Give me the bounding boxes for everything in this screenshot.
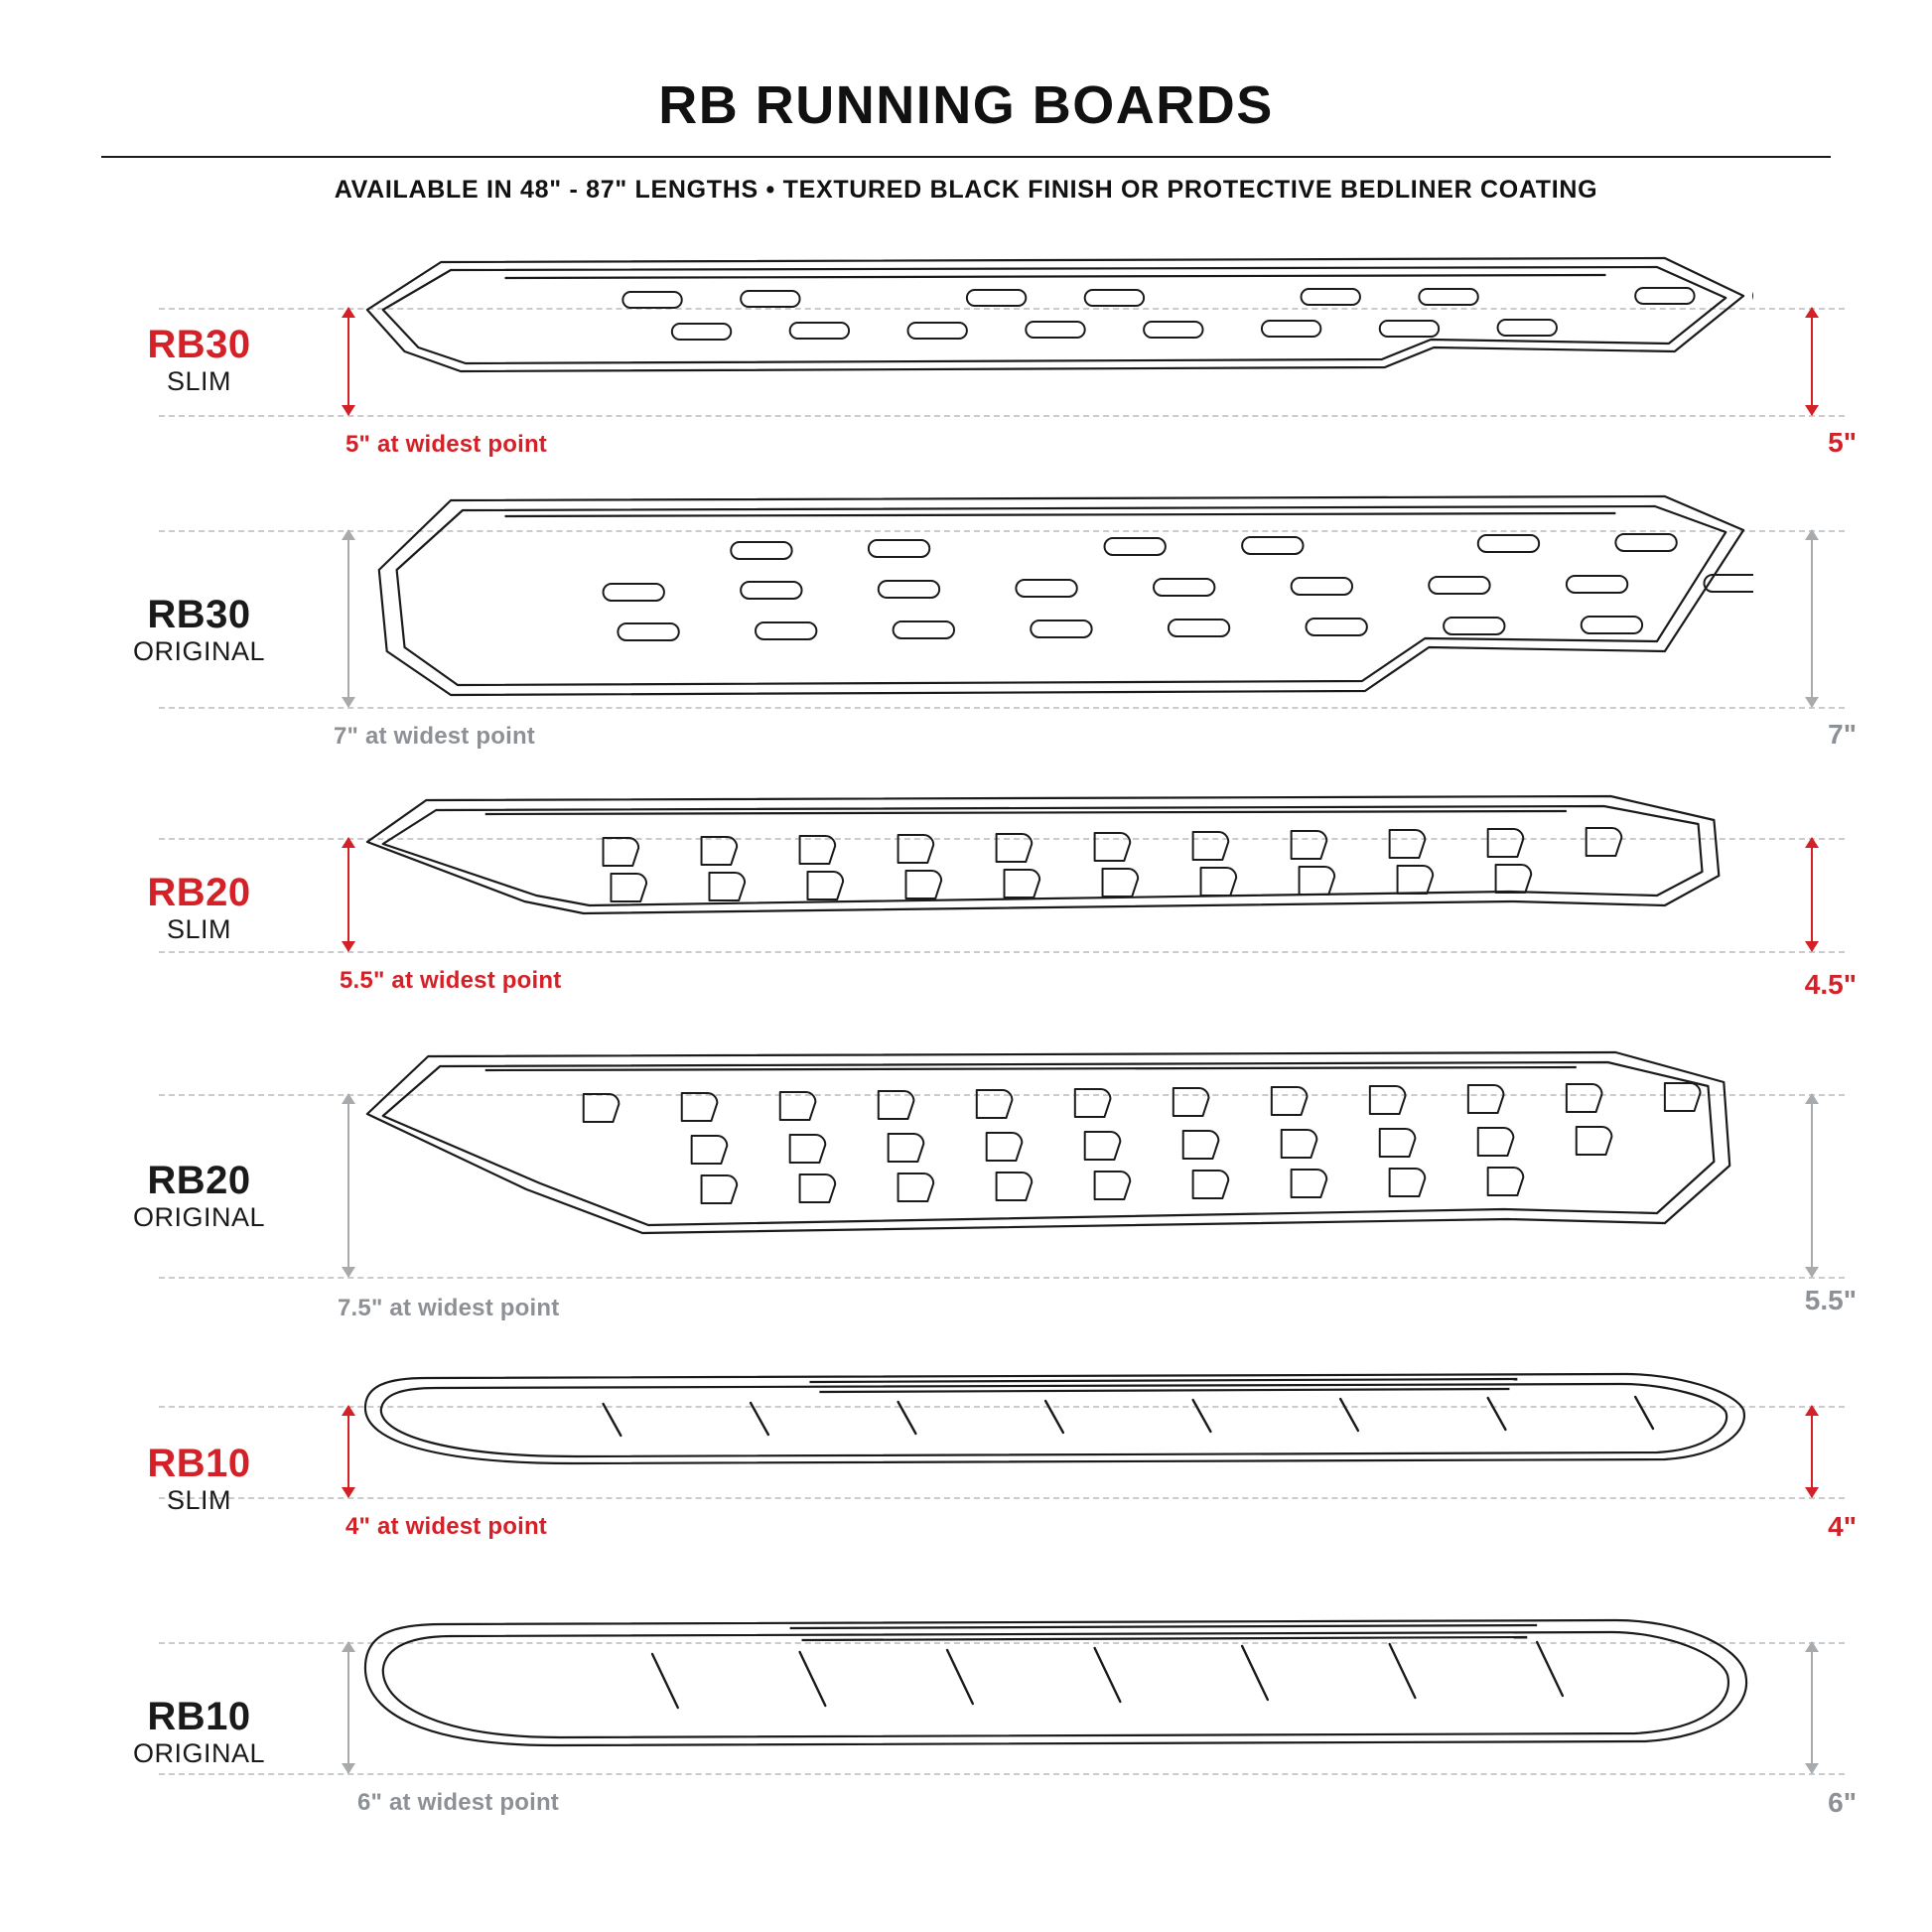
width-caption: 7.5" at widest point bbox=[338, 1294, 560, 1321]
width-caption: 4" at widest point bbox=[345, 1512, 547, 1540]
board-illustration-rb30-original bbox=[357, 483, 1753, 780]
width-caption: 5.5" at widest point bbox=[340, 966, 562, 994]
board-variant: ORIGINAL bbox=[132, 1202, 266, 1233]
board-model: RB20 bbox=[147, 1158, 251, 1202]
height-caption: 7" bbox=[1828, 718, 1857, 750]
board-label bbox=[107, 1441, 291, 1517]
board-rows bbox=[60, 240, 1872, 1863]
board-illustration-rb20-slim bbox=[357, 780, 1753, 1038]
board-illustration-rb10-slim bbox=[357, 1356, 1753, 1604]
board-model: RB20 bbox=[147, 870, 251, 914]
height-arrow bbox=[1811, 1406, 1813, 1497]
board-label bbox=[107, 322, 291, 398]
board-row bbox=[60, 780, 1872, 1038]
board-row bbox=[60, 1356, 1872, 1604]
width-caption: 7" at widest point bbox=[334, 722, 535, 750]
width-caption: 6" at widest point bbox=[357, 1788, 559, 1816]
board-variant: SLIM bbox=[166, 914, 232, 945]
board-variant: SLIM bbox=[166, 1485, 232, 1516]
width-arrow bbox=[347, 1406, 349, 1497]
height-arrow bbox=[1811, 1094, 1813, 1277]
board-variant: SLIM bbox=[166, 366, 232, 397]
board-row bbox=[60, 1604, 1872, 1863]
board-model: RB10 bbox=[147, 1694, 251, 1738]
board-variant: ORIGINAL bbox=[132, 636, 266, 667]
width-arrow bbox=[347, 1642, 349, 1773]
board-row bbox=[60, 240, 1872, 483]
board-row bbox=[60, 1038, 1872, 1356]
board-illustration-rb20-original bbox=[357, 1038, 1753, 1356]
board-label bbox=[107, 870, 291, 946]
board-model: RB10 bbox=[147, 1441, 251, 1485]
width-arrow bbox=[347, 838, 349, 951]
height-caption: 4" bbox=[1828, 1510, 1857, 1542]
height-arrow bbox=[1811, 838, 1813, 951]
board-variant: ORIGINAL bbox=[132, 1738, 266, 1769]
page-title: RB RUNNING BOARDS bbox=[658, 75, 1274, 135]
header-subtitle: AVAILABLE IN 48" - 87" LENGTHS • TEXTURED BLACK FINISH OR PROTECTIVE BEDLINER COATING bbox=[334, 175, 1598, 204]
width-arrow bbox=[347, 308, 349, 415]
board-row bbox=[60, 483, 1872, 780]
board-illustration-rb10-original bbox=[357, 1604, 1753, 1863]
board-label bbox=[107, 1158, 291, 1234]
height-arrow bbox=[1811, 1642, 1813, 1773]
board-model: RB30 bbox=[147, 592, 251, 636]
header bbox=[60, 0, 1872, 205]
board-label bbox=[107, 1694, 291, 1770]
height-arrow bbox=[1811, 308, 1813, 415]
width-arrow bbox=[347, 530, 349, 707]
height-caption: 6" bbox=[1828, 1786, 1857, 1818]
width-caption: 5" at widest point bbox=[345, 430, 547, 458]
board-model: RB30 bbox=[147, 322, 251, 366]
board-label bbox=[107, 592, 291, 668]
height-caption: 5.5" bbox=[1804, 1284, 1857, 1315]
width-arrow bbox=[347, 1094, 349, 1277]
height-caption: 4.5" bbox=[1804, 968, 1857, 1000]
board-illustration-rb30-slim bbox=[357, 240, 1753, 483]
height-caption: 5" bbox=[1828, 426, 1857, 458]
header-divider bbox=[101, 156, 1831, 158]
height-arrow bbox=[1811, 530, 1813, 707]
